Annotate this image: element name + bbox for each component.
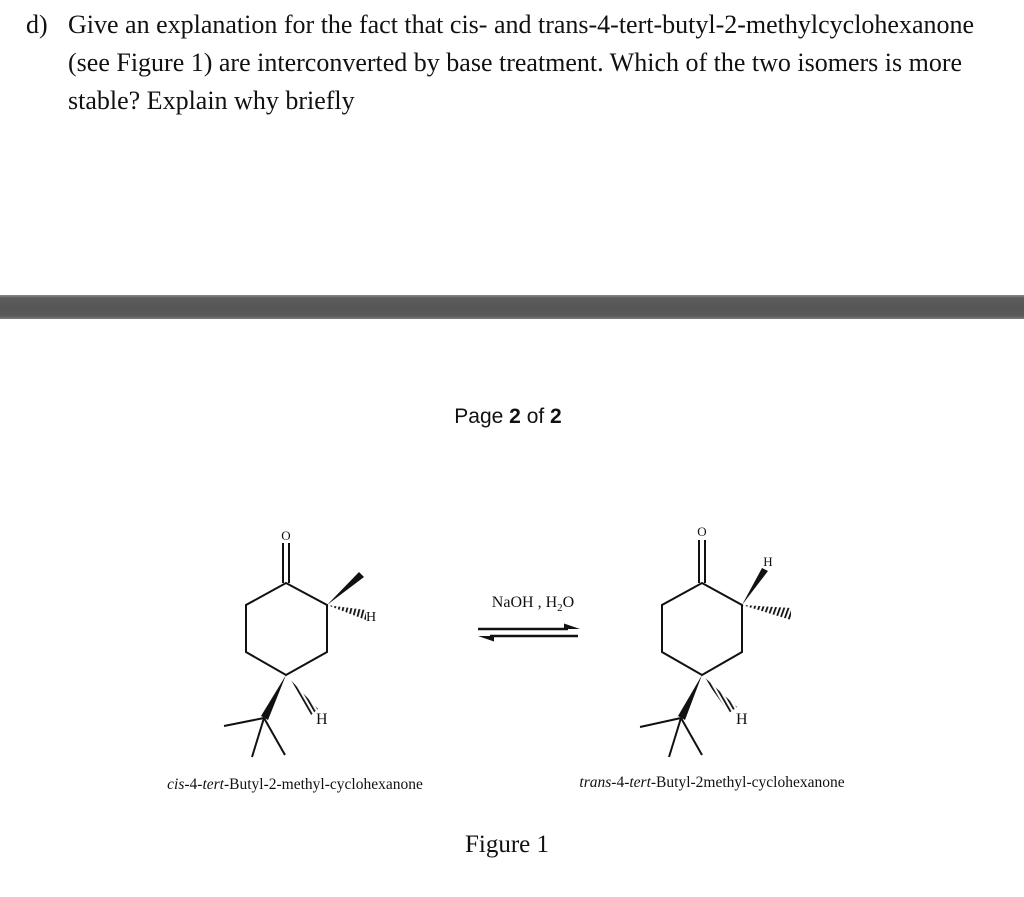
reaction-arrows	[478, 594, 580, 642]
trans-ring	[662, 583, 742, 675]
trans-methyl-hash	[742, 605, 791, 620]
question	[26, 6, 1016, 120]
cis-methyl-wedge	[327, 572, 364, 605]
page-prefix: Page	[454, 405, 504, 428]
cis-tbutyl-wedge	[261, 675, 286, 720]
cis-ring	[246, 583, 327, 675]
page-current: 2	[509, 405, 521, 428]
trans-h-wedge	[742, 568, 768, 605]
figure-caption: Figure 1	[464, 831, 550, 858]
question-label: d)	[26, 10, 48, 39]
reagent-label: NaOH , $H_2O$	[491, 594, 575, 614]
cis-oxygen-label: O	[281, 528, 291, 543]
page-divider	[0, 295, 1024, 319]
cis-molecule-structure	[167, 528, 423, 793]
cis-tbutyl-hash	[286, 675, 318, 715]
trans-h-methyl: H	[763, 554, 773, 569]
trans-oxygen-label: O	[697, 524, 707, 539]
page-indicator	[0, 405, 1016, 429]
trans-h-tbutyl: H	[736, 711, 748, 728]
cis-compound-name: cis-4-tert-Butyl-2-methyl-cyclohexanone	[167, 776, 423, 793]
cis-methyl-hash	[327, 605, 366, 620]
figure-1	[0, 500, 1024, 897]
cis-h-tbutyl: H	[316, 711, 328, 728]
cis-h-methyl: H	[366, 610, 377, 625]
trans-molecule-structure	[579, 524, 844, 791]
page-total: 2	[550, 405, 562, 428]
trans-compound-name: trans-4-tert-Butyl-2methyl-cyclohexanone	[579, 774, 845, 791]
trans-tbutyl-hash	[702, 675, 737, 713]
question-text: Give an explanation for the fact that cis- and trans-4-tert-butyl-2-methylcyclohexanone (see Figure 1) are interconverted by base treatment. Which of the two isomers is more stable? Explain why briefly	[68, 10, 975, 115]
trans-tbutyl-wedge	[678, 675, 702, 720]
page-separator: of	[526, 405, 545, 428]
